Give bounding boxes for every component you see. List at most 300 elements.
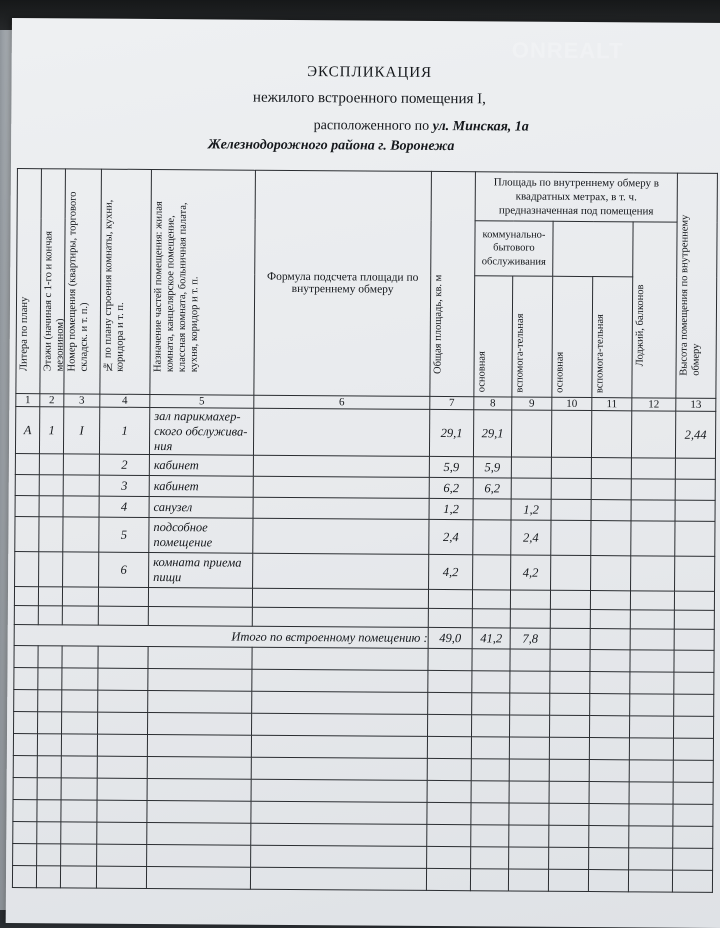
empty-cell xyxy=(13,756,37,778)
empty-cell xyxy=(509,715,549,737)
cell-aux-area xyxy=(511,478,551,499)
empty-cell xyxy=(251,757,427,780)
cell-room-name: комната приема пищи xyxy=(149,552,253,588)
empty-cell xyxy=(36,866,60,888)
cell-aux-area: 4,2 xyxy=(511,555,551,590)
cell-main-area: 6,2 xyxy=(473,478,511,499)
empty-cell xyxy=(61,778,97,800)
empty-cell xyxy=(61,844,97,866)
empty-cell xyxy=(472,693,510,715)
empty-cell xyxy=(97,734,147,756)
cell-floor xyxy=(39,517,63,552)
col-room-header: № по плану строения комнаты, кухни, коридора и т. п. xyxy=(102,199,127,372)
empty-cell xyxy=(251,779,427,802)
cell-room-name: санузел xyxy=(149,496,253,518)
cell-main2 xyxy=(551,555,591,590)
col-main2-header: основная xyxy=(554,351,566,393)
empty-cell xyxy=(13,822,37,844)
empty-cell xyxy=(426,868,470,890)
cell-height xyxy=(675,521,715,556)
watermark-brand: ONREALT xyxy=(511,37,624,64)
cell-main-area: 5,9 xyxy=(473,457,511,478)
empty-cell xyxy=(148,668,252,691)
empty-cell xyxy=(148,646,252,669)
empty-cell xyxy=(471,759,509,781)
empty-cell xyxy=(252,647,428,670)
empty-cell xyxy=(38,646,62,668)
empty-cell xyxy=(14,587,38,606)
empty-cell xyxy=(96,866,146,888)
empty-cell xyxy=(549,715,589,737)
cell-litera: А xyxy=(15,407,39,454)
cell-premise xyxy=(63,475,99,496)
cell-aux2 xyxy=(591,411,631,458)
empty-cell xyxy=(550,628,590,649)
empty-cell xyxy=(472,590,510,609)
empty-cell xyxy=(472,649,510,671)
cell-premise: I xyxy=(63,407,99,454)
empty-cell xyxy=(427,824,471,846)
empty-cell xyxy=(14,646,38,668)
empty-cell xyxy=(589,826,629,848)
empty-cell xyxy=(630,694,674,716)
cell-aux-area: 1,2 xyxy=(511,499,551,520)
empty-cell xyxy=(147,734,251,757)
table-row xyxy=(15,552,715,592)
empty-cell xyxy=(37,844,61,866)
empty-cell xyxy=(38,712,62,734)
cell-litera xyxy=(15,475,39,496)
empty-cell xyxy=(673,804,713,826)
empty-cell xyxy=(13,778,37,800)
empty-cell xyxy=(61,756,97,778)
empty-cell xyxy=(508,869,548,891)
empty-cell xyxy=(509,737,549,759)
area-group-header: Площадь по внутреннему обмеру в квадратных метрах, в т. ч. предназначенная под помещения xyxy=(475,172,677,222)
empty-cell xyxy=(590,694,630,716)
empty-cell xyxy=(251,735,427,758)
cell-litera xyxy=(15,496,39,517)
cell-room-name: зал парикмахер-ского обслужива-ния xyxy=(149,407,253,455)
cell-total-area: 5,9 xyxy=(429,456,473,477)
empty-cell xyxy=(12,866,36,888)
empty-cell xyxy=(251,713,427,736)
col-num: 12 xyxy=(632,398,676,411)
col-loggia-header: Лоджий, балконов xyxy=(634,283,647,366)
empty-cell xyxy=(427,802,471,824)
col-num: 6 xyxy=(254,395,430,409)
cell-room-name: кабинет xyxy=(149,454,253,476)
empty-cell xyxy=(14,712,38,734)
cell-premise xyxy=(63,496,99,517)
document-sheet xyxy=(6,18,720,928)
empty-cell xyxy=(472,671,510,693)
empty-cell xyxy=(549,803,589,825)
empty-cell xyxy=(148,712,252,735)
table-body xyxy=(12,407,715,893)
col-main-header: основная xyxy=(476,351,488,393)
empty-cell xyxy=(471,803,509,825)
cell-room: 4 xyxy=(99,496,149,517)
cell-room-name: подсобное помещение xyxy=(149,517,253,553)
empty-cell xyxy=(550,590,590,609)
empty-cell xyxy=(428,670,472,692)
empty-cell xyxy=(629,804,673,826)
empty-cell xyxy=(147,822,251,845)
empty-cell xyxy=(510,693,550,715)
empty-cell xyxy=(428,608,472,627)
street-address: ул. Минская, 1а xyxy=(432,118,529,135)
empty-cell xyxy=(97,822,147,844)
cell-premise xyxy=(63,517,99,552)
empty-cell xyxy=(549,781,589,803)
col-aux2-header: вспомога-тельная xyxy=(594,314,606,394)
cell-litera xyxy=(15,454,39,475)
cell-formula xyxy=(253,518,429,554)
empty-cell xyxy=(509,847,549,869)
empty-cell xyxy=(471,847,509,869)
cell-loggia xyxy=(631,521,675,556)
empty-cell xyxy=(630,591,674,610)
cell-aux-area xyxy=(511,457,551,478)
empty-cell xyxy=(98,587,148,606)
empty-cell xyxy=(509,759,549,781)
cell-formula xyxy=(253,408,429,456)
empty-cell xyxy=(674,716,714,738)
empty-cell xyxy=(427,846,471,868)
cell-litera xyxy=(15,552,39,587)
cell-main-area: 29,1 xyxy=(473,410,511,457)
empty-cell xyxy=(14,690,38,712)
empty-cell xyxy=(62,690,98,712)
empty-cell xyxy=(509,803,549,825)
district-line: Железнодорожного района г. Воронежа xyxy=(207,137,455,155)
empty-cell xyxy=(98,668,148,690)
empty-cell xyxy=(62,606,98,625)
cell-formula xyxy=(253,553,429,589)
totals-aux-area: 7,8 xyxy=(510,628,550,649)
empty-cell xyxy=(589,716,629,738)
col-num: 8 xyxy=(474,397,512,410)
empty-cell xyxy=(61,734,97,756)
empty-cell xyxy=(37,800,61,822)
col-aux-header: вспомога-тельная xyxy=(514,313,526,393)
cell-main2 xyxy=(551,457,591,478)
empty-cell xyxy=(98,690,148,712)
cell-height xyxy=(675,479,715,500)
located-prefix: расположенного по xyxy=(313,118,430,134)
empty-cell xyxy=(38,690,62,712)
empty-cell xyxy=(672,870,712,892)
cell-aux2 xyxy=(591,458,631,479)
empty-cell xyxy=(550,649,590,671)
col-formula-header: Формула подсчета площади по внутреннему обмеру xyxy=(254,170,432,396)
cell-loggia xyxy=(631,458,675,479)
empty-cell xyxy=(97,800,147,822)
empty-cell xyxy=(590,610,630,629)
cell-main-area xyxy=(473,520,511,555)
cell-room: 6 xyxy=(99,552,149,587)
empty-cell xyxy=(252,607,428,627)
cell-aux2 xyxy=(591,500,631,521)
empty-cell xyxy=(251,845,427,868)
empty-cell xyxy=(674,694,714,716)
empty-cell xyxy=(510,649,550,671)
cell-aux-area: 2,4 xyxy=(511,520,551,555)
cell-formula xyxy=(253,476,429,498)
empty-cell xyxy=(629,848,673,870)
empty-cell xyxy=(674,629,714,650)
empty-cell xyxy=(97,844,147,866)
empty-cell xyxy=(628,870,672,892)
empty-cell xyxy=(629,826,673,848)
cell-floor: 1 xyxy=(39,407,63,454)
empty-cell xyxy=(428,692,472,714)
empty-cell xyxy=(13,734,37,756)
empty-cell xyxy=(589,760,629,782)
empty-cell xyxy=(61,800,97,822)
empty-cell xyxy=(550,671,590,693)
empty-cell xyxy=(509,825,549,847)
empty-cell xyxy=(630,610,674,629)
empty-cell xyxy=(146,866,250,889)
col-num: 2 xyxy=(40,394,64,407)
empty-cell xyxy=(589,782,629,804)
empty-cell xyxy=(98,712,148,734)
empty-cell xyxy=(427,714,471,736)
empty-cell xyxy=(62,587,98,606)
cell-premise xyxy=(63,552,99,587)
cell-floor xyxy=(39,496,63,517)
empty-cell xyxy=(550,609,590,628)
cell-main2 xyxy=(551,478,591,499)
empty-cell xyxy=(589,738,629,760)
empty-cell xyxy=(252,588,428,608)
empty-cell xyxy=(549,847,589,869)
col-premise-header: Номер помещения (квартиры, торгового складск. и т. п.) xyxy=(66,191,91,372)
cell-premise xyxy=(63,454,99,475)
empty-cell xyxy=(550,693,590,715)
empty-cell xyxy=(38,606,62,625)
empty-cell xyxy=(61,822,97,844)
col-purpose-header: Назначение частей помещения: жилая комната, канцелярское помещение, классная комната, больничная палата, кухня, коридор и т. п. xyxy=(152,201,201,373)
empty-cell xyxy=(590,650,630,672)
cell-total-area: 29,1 xyxy=(429,409,473,456)
totals-total-area: 49,0 xyxy=(428,627,472,648)
empty-cell xyxy=(98,646,148,668)
empty-cell xyxy=(629,716,673,738)
cell-room: 3 xyxy=(99,475,149,496)
col-litera-header: Литера по плану xyxy=(18,296,31,372)
empty-cell xyxy=(251,823,427,846)
empty-cell xyxy=(62,712,98,734)
watermark xyxy=(512,37,720,64)
other-purpose-header xyxy=(553,221,633,277)
explication-table xyxy=(12,168,718,893)
cell-formula xyxy=(253,497,429,519)
cell-main2 xyxy=(551,499,591,520)
empty-cell xyxy=(589,804,629,826)
empty-cell xyxy=(13,844,37,866)
empty-cell xyxy=(549,825,589,847)
empty-cell xyxy=(252,669,428,692)
empty-cell xyxy=(62,668,98,690)
cell-main2 xyxy=(551,520,591,555)
cell-room-name: кабинет xyxy=(149,475,253,497)
col-height-header: Высота помещения по внутреннему обмеру xyxy=(678,214,702,376)
empty-cell xyxy=(674,650,714,672)
empty-cell xyxy=(428,648,472,670)
cell-height xyxy=(675,556,715,591)
empty-cell xyxy=(630,672,674,694)
col-num: 13 xyxy=(676,398,716,411)
cell-total-area: 4,2 xyxy=(429,554,473,589)
cell-total-area: 1,2 xyxy=(429,498,473,519)
cell-formula xyxy=(253,455,429,477)
blank-row xyxy=(12,866,712,893)
empty-cell xyxy=(14,606,38,625)
empty-cell xyxy=(37,778,61,800)
cell-aux2 xyxy=(591,556,631,591)
cell-main-area xyxy=(473,499,511,520)
empty-cell xyxy=(251,801,427,824)
cell-room: 5 xyxy=(99,517,149,552)
empty-cell xyxy=(470,869,508,891)
empty-cell xyxy=(590,672,630,694)
totals-main-area: 41,2 xyxy=(472,628,510,649)
empty-cell xyxy=(148,587,252,607)
col-num: 9 xyxy=(512,397,552,410)
cell-height: 2,44 xyxy=(675,411,715,458)
location-line xyxy=(121,117,720,137)
document-subtitle: нежилого встроенного помещения I, xyxy=(252,89,486,108)
empty-cell xyxy=(38,668,62,690)
empty-cell xyxy=(13,800,37,822)
empty-cell xyxy=(630,650,674,672)
empty-cell xyxy=(97,778,147,800)
empty-cell xyxy=(673,848,713,870)
empty-cell xyxy=(147,800,251,823)
empty-cell xyxy=(37,822,61,844)
cell-loggia xyxy=(631,479,675,500)
cell-loggia xyxy=(631,556,675,591)
empty-cell xyxy=(629,782,673,804)
col-floor-header: Этажи (начиная с 1-го и кончая мезонином) xyxy=(42,231,66,372)
cell-aux-area xyxy=(511,410,551,457)
empty-cell xyxy=(428,589,472,608)
empty-cell xyxy=(629,738,673,760)
col-num: 5 xyxy=(150,394,254,408)
empty-cell xyxy=(62,646,98,668)
empty-cell xyxy=(590,591,630,610)
cell-aux2 xyxy=(591,479,631,500)
cell-room: 1 xyxy=(99,407,149,454)
empty-cell xyxy=(588,870,628,892)
cell-floor xyxy=(39,552,63,587)
cell-room: 2 xyxy=(99,454,149,475)
cell-main2 xyxy=(551,410,591,457)
empty-cell xyxy=(549,759,589,781)
empty-cell xyxy=(629,760,673,782)
cell-floor xyxy=(39,454,63,475)
empty-cell xyxy=(147,844,251,867)
empty-cell xyxy=(549,737,589,759)
empty-cell xyxy=(589,848,629,870)
empty-cell xyxy=(98,606,148,625)
cell-aux2 xyxy=(591,521,631,556)
cell-height xyxy=(675,458,715,479)
empty-cell xyxy=(148,606,252,626)
empty-cell xyxy=(548,869,588,891)
empty-cell xyxy=(427,780,471,802)
document-title: ЭКСПЛИКАЦИЯ xyxy=(307,64,433,81)
empty-cell xyxy=(673,782,713,804)
empty-cell xyxy=(673,760,713,782)
communal-header: коммунально-бытового обслуживания xyxy=(475,221,553,277)
empty-cell xyxy=(97,756,147,778)
empty-cell xyxy=(471,781,509,803)
table-row xyxy=(15,517,715,557)
col-num: 3 xyxy=(64,394,100,407)
empty-cell xyxy=(427,736,471,758)
empty-cell xyxy=(427,758,471,780)
cell-loggia xyxy=(631,500,675,521)
empty-cell xyxy=(509,781,549,803)
empty-cell xyxy=(147,756,251,779)
header-row-1 xyxy=(17,169,717,223)
table-row xyxy=(15,407,715,459)
cell-main-area xyxy=(473,555,511,590)
col-num: 10 xyxy=(552,397,592,410)
cell-litera xyxy=(15,517,39,552)
empty-cell xyxy=(674,610,714,629)
empty-cell xyxy=(673,738,713,760)
cell-total-area: 2,4 xyxy=(429,519,473,554)
empty-cell xyxy=(510,590,550,609)
empty-cell xyxy=(147,778,251,801)
empty-cell xyxy=(471,715,509,737)
empty-cell xyxy=(674,591,714,610)
empty-cell xyxy=(252,691,428,714)
col-num: 11 xyxy=(592,398,632,411)
empty-cell xyxy=(14,668,38,690)
empty-cell xyxy=(250,867,426,890)
empty-cell xyxy=(37,734,61,756)
cell-total-area: 6,2 xyxy=(429,477,473,498)
cell-height xyxy=(675,500,715,521)
empty-cell xyxy=(510,671,550,693)
cell-loggia xyxy=(631,411,675,458)
empty-cell xyxy=(471,825,509,847)
cell-floor xyxy=(39,475,63,496)
empty-cell xyxy=(472,609,510,628)
empty-cell xyxy=(471,737,509,759)
col-num: 7 xyxy=(430,396,474,409)
col-total-area-header: Общая площадь, кв. м xyxy=(432,274,445,375)
empty-cell xyxy=(673,826,713,848)
col-num: 4 xyxy=(100,394,150,407)
empty-cell xyxy=(630,629,674,650)
totals-label: Итого по встроенному помещению : xyxy=(14,625,428,649)
empty-cell xyxy=(38,587,62,606)
empty-cell xyxy=(510,609,550,628)
empty-cell xyxy=(674,672,714,694)
empty-cell xyxy=(37,756,61,778)
col-num: 1 xyxy=(16,394,40,407)
empty-cell xyxy=(60,866,96,888)
empty-cell xyxy=(590,629,630,650)
empty-cell xyxy=(148,690,252,713)
